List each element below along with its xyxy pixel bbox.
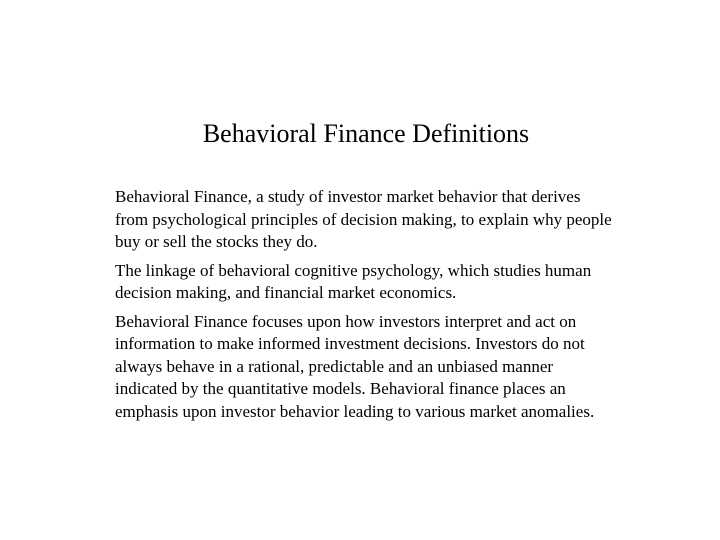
paragraph-linkage: The linkage of behavioral cognitive psychology, which studies human decision making, and financial market economics. [115, 260, 592, 302]
slide-body [115, 186, 615, 429]
paragraph-definition: Behavioral Finance, a study of investor market behavior that derives from psychological principles of decision making, to explain why people buy or sell the stocks they do. [115, 187, 612, 251]
paragraph-focus: Behavioral Finance focuses upon how investors interpret and act on information to make informed investment decisions. Investors do not always behave in a rational, predictable and an unbiased manner indicated by the quantitative models. Behavioral finance places an emphasis upon investor behavior leading to various market anomalies. [115, 311, 595, 421]
slide-title: Behavioral Finance Definitions [202, 119, 530, 148]
